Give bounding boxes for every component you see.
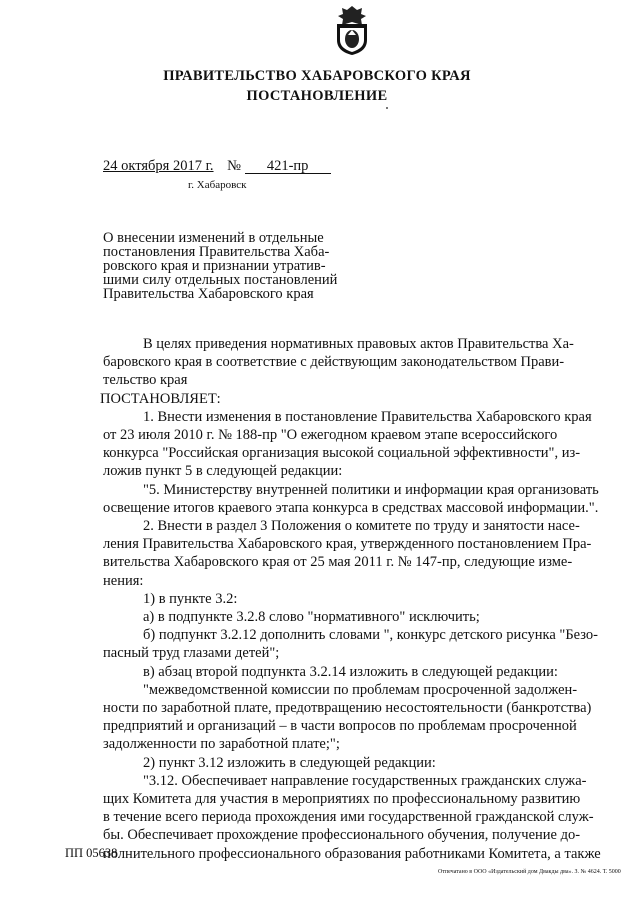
document-body: [100, 335, 605, 863]
printer-imprint: Отпечатано в ООО «Издательский дом Двакды два». З. № 4624. Т. 5000: [438, 869, 621, 875]
organization-title: ПРАВИТЕЛЬСТВО ХАБАРОВСКОГО КРАЯ: [163, 68, 471, 84]
document-code: ПП 05638: [65, 846, 118, 860]
body-line: 1) в пункте 3.2:: [143, 590, 238, 607]
body-line: ности по заработной плате, предотвращению несостоятельности (банкротства): [103, 700, 592, 717]
document-number: 421-пр: [245, 159, 331, 174]
document-date: 24 октября 2017 г.: [103, 158, 214, 174]
body-line: ложив пункт 5 в следующей редакции:: [103, 463, 343, 480]
body-line: от 23 июля 2010 г. № 188-пр "О ежегодном краевом этапе всероссийского: [103, 427, 558, 444]
coat-of-arms-icon: [330, 4, 374, 56]
body-line: освещение итогов краевого этапа конкурса в средствах массовой информации.".: [103, 499, 599, 516]
body-line: 2) пункт 3.12 изложить в следующей редакции:: [143, 754, 436, 771]
body-line: 2. Внести в раздел 3 Положения о комитете по труду и занятости насе-: [143, 518, 580, 535]
document-type-title: ПОСТАНОВЛЕНИЕ: [246, 88, 388, 104]
subject-line: шими силу отдельных постановлений: [103, 272, 338, 288]
body-line: бы. Обеспечивает прохождение профессионального обучения, получение до-: [103, 827, 581, 844]
subject-line: Правительства Хабаровского края: [103, 286, 314, 302]
body-line: тельство края: [103, 372, 188, 389]
body-line: задолженности по заработной плате;";: [103, 736, 340, 753]
body-line: в течение всего периода прохождения ими государственной гражданской служ-: [103, 809, 594, 826]
speck: [386, 107, 388, 109]
body-line: "5. Министерству внутренней политики и информации края организовать: [143, 481, 599, 498]
body-line: полнительного профессионального образования работниками Комитета, а также: [103, 845, 601, 862]
body-line: 1. Внести изменения в постановление Правительства Хабаровского края: [143, 408, 592, 425]
body-line: в) абзац второй подпункта 3.2.14 изложить в следующей редакции:: [143, 663, 558, 680]
body-line: а) в подпункте 3.2.8 слово "нормативного" исключить;: [143, 609, 480, 626]
body-line: конкурса "Российская организация высокой социальной эффективности", из-: [103, 445, 581, 462]
body-line: б) подпункт 3.2.12 дополнить словами ", конкурс детского рисунка "Безо-: [143, 627, 599, 644]
body-line: предприятий и организаций – в части вопросов по проблемам просроченной: [103, 718, 577, 735]
body-line: пасный труд глазами детей";: [103, 645, 280, 662]
subject-line: ровского края и признании утратив-: [103, 258, 326, 274]
body-line: В целях приведения нормативных правовых актов Правительства Ха-: [143, 336, 574, 352]
body-line: "3.12. Обеспечивает направление государственных гражданских служа-: [143, 772, 587, 789]
body-line: нения:: [103, 572, 144, 589]
body-line: щих Комитета для участия в мероприятиях по профессиональному развитию: [103, 791, 581, 808]
number-label: №: [227, 158, 241, 174]
subject-line: О внесении изменений в отдельные: [103, 230, 324, 246]
date-number-line: [103, 158, 331, 175]
body-line: баровского края в соответствие с действующим законодательством Прави-: [103, 354, 565, 371]
decree-word: ПОСТАНОВЛЯЕТ:: [100, 390, 221, 407]
body-line: "межведомственной комиссии по проблемам просроченной задолжен-: [143, 681, 578, 698]
document-subject: [103, 231, 353, 301]
city: г. Хабаровск: [188, 179, 247, 191]
body-line: ления Правительства Хабаровского края, утвержденного постановлением Пра-: [103, 536, 592, 553]
subject-line: постановления Правительства Хаба-: [103, 244, 330, 260]
body-line: вительства Хабаровского края от 25 мая 2011 г. № 147-пр, следующие изме-: [103, 554, 573, 571]
